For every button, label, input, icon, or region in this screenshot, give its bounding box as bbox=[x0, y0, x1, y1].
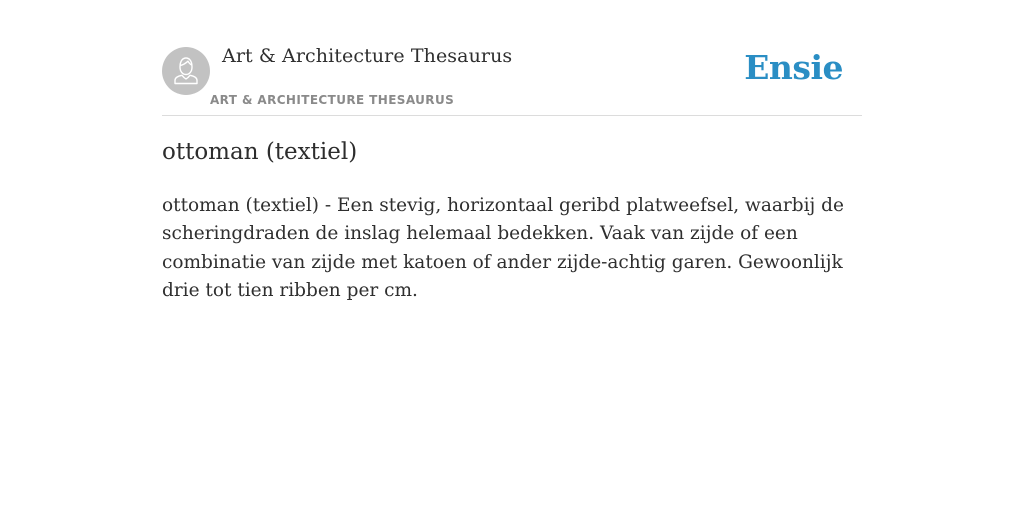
content-container bbox=[162, 0, 862, 301]
author-name[interactable]: Art & Architecture Thesaurus bbox=[222, 45, 513, 67]
user-icon bbox=[162, 47, 210, 95]
author-subtitle: ART & ARCHITECTURE THESAURUS bbox=[210, 93, 455, 107]
avatar[interactable] bbox=[162, 47, 210, 95]
header bbox=[162, 0, 862, 116]
brand-logo[interactable]: Ensie bbox=[744, 48, 843, 87]
page-title: ottoman (textiel) bbox=[162, 139, 358, 165]
article-body: ottoman (textiel) - Een stevig, horizontaal geribd platweefsel, waarbij de scheringdraden de inslag helemaal bedekken. Vaak van zijde of een combinatie van zijde met katoen of ander zijde-achtig garen. Gewoonlijk drie tot tien ribben per cm. bbox=[162, 195, 844, 301]
